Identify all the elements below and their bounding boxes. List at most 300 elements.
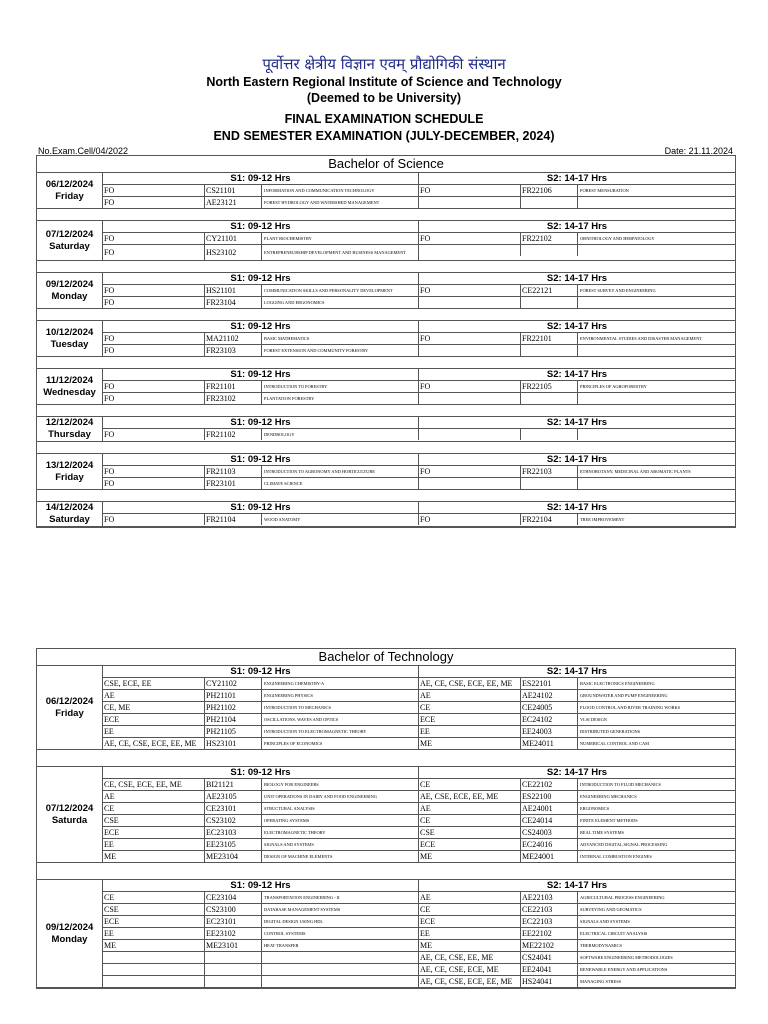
day-cell (37, 666, 103, 749)
session-rows (103, 381, 735, 404)
branch-cell: CE (104, 893, 115, 902)
document-subtitle: END SEMESTER EXAMINATION (JULY-DECEMBER, 2024) (213, 129, 555, 143)
exam-row (419, 233, 735, 245)
session-header (103, 173, 735, 185)
course-code-cell: EE24041 (520, 964, 577, 975)
course-code-cell: CS24041 (520, 952, 577, 963)
branch-cell: CE, CSE, ECE, EE, ME (104, 780, 182, 789)
course-code-cell: EC22103 (520, 916, 577, 927)
sessions (103, 273, 735, 308)
course-title-cell: INFORMATION AND COMMUNICATION TECHNOLOGY (261, 185, 418, 196)
course-code-cell (520, 245, 577, 256)
exam-date: 12/12/2024 (45, 417, 94, 428)
exam-date: 10/12/2024 (45, 326, 94, 338)
branch-cell: AE (104, 792, 115, 801)
course-code-cell: EE22102 (520, 928, 577, 939)
session-rows (103, 779, 735, 862)
sessions (103, 454, 735, 489)
course-code-cell: FR22103 (520, 466, 577, 477)
branch-cell: FO (104, 346, 115, 355)
exam-row (103, 976, 418, 987)
course-code-cell: CE22102 (520, 779, 577, 790)
branch-cell: AE, CE, CSE, ECE, ME (420, 965, 499, 974)
exam-date: 06/12/2024 (45, 695, 94, 707)
exam-row (419, 297, 735, 308)
session-rows (103, 466, 735, 489)
exam-row (103, 726, 418, 738)
course-title-cell: LOGGING AND ERGONOMICS (261, 297, 418, 308)
reference-number: No.Exam.Cell/04/2022 (38, 146, 129, 156)
exam-row (419, 478, 735, 489)
branch-cell: FO (420, 382, 431, 391)
day-block (37, 880, 735, 988)
course-title-cell: OSCILLATIONS, WAVES AND OPTICS (261, 714, 418, 725)
course-code-cell: CE22121 (520, 285, 577, 296)
course-code-cell: FR23101 (204, 478, 261, 489)
program-title: Bachelor of Science (37, 156, 735, 173)
session-2-column (419, 381, 735, 404)
course-code-cell: AE22103 (520, 892, 577, 903)
branch-cell: ME (104, 852, 116, 861)
course-title-cell: INTERNAL COMBUSTION ENGINES (577, 851, 735, 862)
course-title-cell: DENDROLOGY (261, 429, 418, 440)
exam-row (419, 976, 735, 987)
course-title-cell: DIGITAL DESIGN USING HDL (261, 916, 418, 927)
branch-cell: CSE, ECE, EE (104, 679, 152, 688)
exam-row (103, 916, 418, 928)
course-title-cell: PLANT BIOCHEMISTRY (261, 233, 418, 244)
exam-row (103, 928, 418, 940)
day-separator (36, 442, 736, 454)
exam-row (419, 839, 735, 851)
exam-date: 11/12/2024 (45, 374, 94, 386)
exam-row (103, 197, 418, 208)
course-code-cell (520, 345, 577, 356)
exam-row (103, 892, 418, 904)
session-header (103, 502, 735, 514)
exam-date: 07/12/2024 (45, 802, 94, 814)
branch-cell: ME (420, 852, 432, 861)
exam-row (419, 466, 735, 478)
branch-cell: CSE (420, 828, 435, 837)
branch-cell: ECE (104, 917, 120, 926)
course-code-cell: ME23101 (204, 940, 261, 951)
course-title-cell: TREE IMPROVEMENT (577, 514, 735, 525)
exam-row (103, 940, 418, 952)
course-code-cell (204, 976, 261, 987)
exam-row (419, 702, 735, 714)
exam-row (103, 185, 418, 197)
branch-cell: FO (104, 334, 115, 343)
day-block (37, 502, 735, 527)
branch-cell: FO (104, 198, 115, 207)
session-2-header: S2: 14-17 Hrs (419, 502, 735, 514)
branch-cell: FO (104, 186, 115, 195)
course-title-cell: AGRICULTURAL PROCESS ENGINEERING (577, 892, 735, 903)
course-code-cell: EE24003 (520, 726, 577, 737)
course-title-cell: SOFTWARE ENGINEERING METHODOLOGIES (577, 952, 735, 963)
branch-cell: AE (420, 893, 431, 902)
course-code-cell: PH21102 (204, 702, 261, 713)
branch-cell: AE (420, 691, 431, 700)
session-header (103, 221, 735, 233)
session-2-header: S2: 14-17 Hrs (419, 321, 735, 333)
course-title-cell: STRUCTURAL ANALYSIS (261, 803, 418, 814)
day-cell (37, 502, 103, 526)
day-block (37, 417, 735, 442)
course-title-cell: FINITE ELEMENT METHODS (577, 815, 735, 826)
branch-cell: FO (104, 382, 115, 391)
session-header (103, 880, 735, 892)
branch-cell: ECE (420, 715, 436, 724)
course-code-cell: CE24005 (520, 702, 577, 713)
course-code-cell: HS24041 (520, 976, 577, 987)
branch-cell: FO (104, 248, 115, 257)
course-title-cell: PRINCIPLES OF AGROFORESTRY (577, 381, 735, 392)
branch-cell: ECE (104, 828, 120, 837)
exam-date: 06/12/2024 (45, 178, 94, 190)
exam-row (103, 952, 418, 964)
session-rows (103, 333, 735, 356)
branch-cell: ME (420, 739, 432, 748)
exam-date: 14/12/2024 (45, 502, 94, 513)
exam-weekday: Saturda (51, 814, 88, 826)
exam-row (103, 964, 418, 976)
course-title-cell: ELECTRICAL CIRCUIT ANALYSIS (577, 928, 735, 939)
branch-cell: FO (104, 515, 115, 524)
branch-cell: FO (420, 467, 431, 476)
branch-cell: FO (420, 334, 431, 343)
session-1-header: S1: 09-12 Hrs (103, 321, 419, 333)
session-1-column (103, 429, 419, 440)
session-1-column (103, 466, 419, 489)
day-separator (36, 261, 736, 273)
course-title-cell (577, 297, 735, 308)
course-title-cell: FOREST MENSURATION (577, 185, 735, 196)
course-code-cell (520, 478, 577, 489)
course-title-cell (577, 245, 735, 256)
exam-row (103, 429, 418, 440)
sessions (103, 221, 735, 260)
sessions (103, 666, 735, 749)
course-title-cell: DESIGN OF MACHINE ELEMENTS (261, 851, 418, 862)
course-code-cell: ME22102 (520, 940, 577, 951)
exam-row (103, 702, 418, 714)
branch-cell: FO (420, 286, 431, 295)
day-block (37, 273, 735, 309)
session-2-header: S2: 14-17 Hrs (419, 221, 735, 233)
day-block (37, 666, 735, 750)
course-title-cell: SIGNALS AND SYSTEMS (577, 916, 735, 927)
exam-row (103, 803, 418, 815)
session-1-column (103, 892, 419, 987)
exam-row (419, 381, 735, 393)
branch-cell: FO (104, 467, 115, 476)
course-code-cell: CE24014 (520, 815, 577, 826)
exam-row (103, 690, 418, 702)
branch-cell: EE (420, 929, 430, 938)
exam-weekday: Wednesday (43, 386, 96, 398)
day-block (37, 221, 735, 261)
course-title-cell: CLIMATE SCIENCE (261, 478, 418, 489)
course-code-cell: FR23103 (204, 345, 261, 356)
session-2-header: S2: 14-17 Hrs (419, 417, 735, 429)
course-code-cell: CS24003 (520, 827, 577, 838)
session-header (103, 321, 735, 333)
session-header (103, 666, 735, 678)
branch-cell: CSE (104, 816, 119, 825)
course-title-cell (261, 964, 418, 975)
session-1-header: S1: 09-12 Hrs (103, 502, 419, 514)
course-title-cell: RENEWABLE ENERGY AND APPLICATIONS (577, 964, 735, 975)
course-title-cell (577, 478, 735, 489)
course-title-cell: OPERATING SYSTEMS (261, 815, 418, 826)
day-block (37, 454, 735, 490)
exam-row (419, 197, 735, 208)
course-code-cell: FR22105 (520, 381, 577, 392)
exam-row (419, 690, 735, 702)
session-header (103, 417, 735, 429)
exam-row (419, 904, 735, 916)
course-code-cell: CY21102 (204, 678, 261, 689)
exam-row (419, 514, 735, 525)
institute-status: (Deemed to be University) (306, 91, 462, 105)
course-title-cell: NUMERICAL CONTROL AND CAM (577, 738, 735, 749)
course-title-cell: PLANTATION FORESTRY (261, 393, 418, 404)
sessions (103, 880, 735, 987)
course-code-cell: EC24102 (520, 714, 577, 725)
exam-row (103, 791, 418, 803)
course-title-cell: UNIT OPERATIONS IN DAIRY AND FOOD ENGINEERING (261, 791, 418, 802)
course-title-cell: ENVIRONMENTAL STUDIES AND DISASTER MANAGEMENT (577, 333, 735, 344)
course-title-cell: INTRODUCTION TO MECHANICS (261, 702, 418, 713)
session-2-column (419, 333, 735, 356)
course-title-cell (577, 429, 735, 440)
day-cell (37, 417, 103, 441)
issue-date: Date: 21.11.2024 (664, 146, 733, 156)
branch-cell: AE (104, 691, 115, 700)
branch-cell: AE, CE, CSE, ECE, EE, ME (420, 679, 513, 688)
exam-row (419, 726, 735, 738)
course-title-cell: CONTROL SYSTEMS (261, 928, 418, 939)
exam-weekday: Saturday (49, 514, 90, 525)
branch-cell: FO (104, 286, 115, 295)
btech-schedule-table (36, 648, 736, 989)
course-title-cell (577, 197, 735, 208)
course-title-cell: DATABASE MANAGEMENT SYSTEMS (261, 904, 418, 915)
session-2-header: S2: 14-17 Hrs (419, 273, 735, 285)
session-1-header: S1: 09-12 Hrs (103, 417, 419, 429)
session-2-header: S2: 14-17 Hrs (419, 173, 735, 185)
course-title-cell: REAL TIME SYSTEMS (577, 827, 735, 838)
course-code-cell: CE23104 (204, 892, 261, 903)
day-separator (36, 209, 736, 221)
document-title: FINAL EXAMINATION SCHEDULE (284, 112, 484, 126)
course-code-cell: CS23100 (204, 904, 261, 915)
course-code-cell: FR21102 (204, 429, 261, 440)
exam-row (419, 928, 735, 940)
course-title-cell: ORNITHOLOGY AND HERPATOLOGY (577, 233, 735, 244)
day-separator (36, 357, 736, 369)
session-1-column (103, 285, 419, 308)
course-title-cell: ETHNOBOTANY, MEDICINAL AND AROMATIC PLANTS (577, 466, 735, 477)
exam-row (419, 892, 735, 904)
exam-weekday: Monday (51, 290, 88, 302)
institute-name: North Eastern Regional Institute of Science and Technology (206, 75, 562, 89)
course-code-cell: EE23105 (204, 839, 261, 850)
session-rows (103, 429, 735, 440)
branch-cell: CE (104, 804, 115, 813)
exam-row (419, 393, 735, 404)
exam-row (419, 952, 735, 964)
sessions (103, 417, 735, 441)
course-title-cell: BASIC ELECTRONICS ENGINEERING (577, 678, 735, 689)
course-title-cell: BASIC MATHEMATICS (261, 333, 418, 344)
session-1-header: S1: 09-12 Hrs (103, 369, 419, 381)
institute-name-hindi: पूर्वोत्तर क्षेत्रीय विज्ञान एवम् प्रौद्योगिकी संस्थान (262, 55, 506, 73)
course-title-cell: ENGINEERING CHEMISTRY-A (261, 678, 418, 689)
branch-cell: FO (104, 394, 115, 403)
session-1-header: S1: 09-12 Hrs (103, 221, 419, 233)
session-1-column (103, 381, 419, 404)
sessions (103, 321, 735, 356)
exam-row (103, 478, 418, 489)
exam-row (419, 714, 735, 726)
branch-cell: EE (104, 840, 114, 849)
course-title-cell: TRANSPORTATION ENGINEERING - II (261, 892, 418, 903)
course-title-cell: WOOD ANATOMY (261, 514, 418, 525)
session-2-column (419, 514, 735, 525)
course-code-cell (520, 393, 577, 404)
sessions (103, 767, 735, 862)
course-title-cell: ERGONOMICS (577, 803, 735, 814)
course-title-cell: INTRODUCTION TO ELECTROMAGNETIC THEORY (261, 726, 418, 737)
course-code-cell: AE24102 (520, 690, 577, 701)
session-1-column (103, 233, 419, 260)
course-title-cell: ENTREPRENEURSHIP DEVELOPMENT AND BUSINESS MANAGEMENT (261, 245, 418, 260)
exam-weekday: Friday (55, 471, 84, 483)
course-code-cell: ME24011 (520, 738, 577, 749)
branch-cell: ME (420, 941, 432, 950)
branch-cell: ECE (420, 917, 436, 926)
course-code-cell: FR21101 (204, 381, 261, 392)
exam-row (103, 381, 418, 393)
branch-cell: FO (420, 234, 431, 243)
course-title-cell: VLSI DESIGN (577, 714, 735, 725)
course-code-cell: FR22101 (520, 333, 577, 344)
course-title-cell: INTRODUCTION TO AGRONOMY AND HORTICULTURE (261, 466, 418, 477)
exam-row (419, 738, 735, 749)
exam-row (103, 738, 418, 749)
session-1-header: S1: 09-12 Hrs (103, 666, 419, 678)
course-title-cell: ENGINEERING PHYSICS (261, 690, 418, 701)
sessions (103, 369, 735, 404)
exam-row (419, 245, 735, 256)
course-code-cell: FR23104 (204, 297, 261, 308)
branch-cell: AE, CE, CSE, ECE, EE, ME (420, 977, 513, 986)
day-cell (37, 173, 103, 208)
exam-row (103, 678, 418, 690)
course-code-cell: CE23101 (204, 803, 261, 814)
session-1-header: S1: 09-12 Hrs (103, 880, 419, 892)
course-code-cell: EC23101 (204, 916, 261, 927)
bsc-schedule-table (36, 155, 736, 528)
course-code-cell: EE23102 (204, 928, 261, 939)
course-code-cell (204, 952, 261, 963)
session-rows (103, 514, 735, 525)
branch-cell: FO (420, 515, 431, 524)
course-code-cell: ES22100 (520, 791, 577, 802)
day-separator (36, 405, 736, 417)
session-header (103, 369, 735, 381)
session-2-column (419, 233, 735, 260)
exam-weekday: Friday (55, 707, 84, 719)
exam-date: 09/12/2024 (45, 921, 94, 933)
course-code-cell (520, 429, 577, 440)
course-title-cell: INTRODUCTION TO FORESTRY (261, 381, 418, 392)
day-cell (37, 454, 103, 489)
exam-weekday: Thursday (48, 429, 91, 440)
sessions (103, 173, 735, 208)
day-cell (37, 880, 103, 987)
course-code-cell (520, 197, 577, 208)
exam-row (419, 940, 735, 952)
exam-row (103, 514, 418, 525)
session-2-column (419, 466, 735, 489)
exam-row (103, 393, 418, 404)
course-code-cell: ME24001 (520, 851, 577, 862)
branch-cell: CE (420, 816, 431, 825)
exam-row (103, 345, 418, 356)
exam-row (419, 964, 735, 976)
course-title-cell (261, 952, 418, 963)
day-cell (37, 273, 103, 308)
branch-cell: EE (104, 929, 114, 938)
session-rows (103, 892, 735, 987)
course-title-cell: COMMUNICATION SKILLS AND PERSONALITY DEVELOPMENT (261, 285, 418, 296)
course-title-cell: THERMODYNAMICS (577, 940, 735, 951)
branch-cell: FO (104, 479, 115, 488)
exam-row (419, 285, 735, 297)
exam-row (103, 904, 418, 916)
day-block (37, 321, 735, 357)
day-cell (37, 767, 103, 862)
day-separator (36, 750, 736, 767)
session-1-column (103, 779, 419, 862)
exam-row (419, 333, 735, 345)
session-header (103, 454, 735, 466)
branch-cell: AE, CE, CSE, ECE, EE, ME (104, 739, 197, 748)
exam-row (103, 839, 418, 851)
session-header (103, 273, 735, 285)
exam-row (103, 714, 418, 726)
branch-cell: EE (420, 727, 430, 736)
branch-cell: ECE (104, 715, 120, 724)
course-code-cell: BI21121 (204, 779, 261, 790)
exam-weekday: Saturday (49, 240, 90, 252)
session-1-column (103, 678, 419, 749)
exam-date: 13/12/2024 (45, 459, 94, 471)
day-cell (37, 369, 103, 404)
branch-cell: FO (104, 298, 115, 307)
exam-row (419, 851, 735, 862)
course-title-cell: DISTRIBUTED GENERATIONS (577, 726, 735, 737)
session-2-header: S2: 14-17 Hrs (419, 369, 735, 381)
program-title: Bachelor of Technology (37, 649, 735, 666)
exam-row (419, 803, 735, 815)
day-separator (36, 309, 736, 321)
session-rows (103, 233, 735, 260)
